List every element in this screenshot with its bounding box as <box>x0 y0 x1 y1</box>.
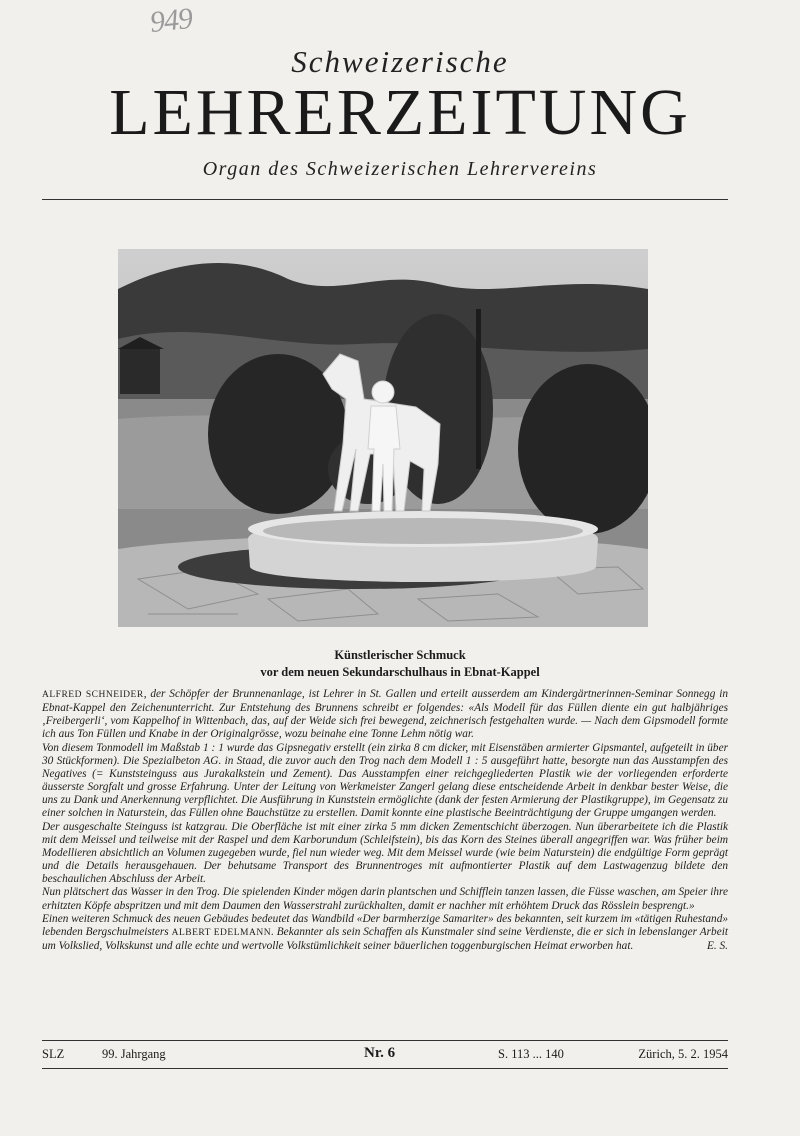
masthead-title: LEHRERZEITUNG <box>109 76 691 149</box>
footer-rule-bottom <box>42 1068 728 1069</box>
signature: E. S. <box>706 939 728 952</box>
article-paragraph: Nun plätschert das Wasser in den Trog. Die spielenden Kinder mögen darin plantschen und Schifflein tanzen lassen, die Füsse waschen, am Speier ihre erhitzten Köpfe abspritzen und mit dem Daumen den Wasserstrahl zurückhalten, damit er nachher mit erhöhtem Druck das Rösslein besprengt.» <box>42 886 728 912</box>
article-paragraph: ALFRED SCHNEIDER, der Schöpfer der Brunnenanlage, ist Lehrer in St. Gallen und erteilt ausserdem am Kindergärtnerinnen-Seminar Sonnegg in Ebnat-Kappel den Zeichenunterricht. Zur Entstehung des Brunnens schreibt er folgendes: «Als Modell für das Füllen diente ein gut halbjähriges ‚Freibergerli‘, vom Kappelhof in Wittenbach, das, auf der Weide sich frei bewegend, zeichnerisch festgehalten wurde. — Nach dem Gipsmodell formte ich aus Ton Füllen und Knabe in der Originalgrösse, wozu beinahe eine Tonne Lehm nötig war. <box>42 688 728 741</box>
masthead-subtitle: Organ des Schweizerischen Lehrervereins <box>202 158 598 180</box>
issue-number: Nr. 6 <box>364 1045 396 1061</box>
page-range: S. 113 ... 140 <box>498 1047 564 1061</box>
place-date: Zürich, 5. 2. 1954 <box>638 1047 728 1061</box>
caption-title: Künstlerischer Schmuck <box>334 648 466 662</box>
article-paragraph: Von diesem Tonmodell im Maßstab 1 : 1 wurde das Gipsnegativ erstellt (ein zirka 8 cm dicker, mit Eisenstäben armierter Gipsmantel, aufgeteilt in über 30 Stückformen). Die Spezialbeton AG. in Staad, die zuvor auch den Trog nach dem Modell 1 : 5 ausgeführt hatte, besorgte nun das Ausstampfen des Negatives (= Kunststeinguss aus Jurakalkstein und Zement). Das Ausstampfen einer reichgegliederten Plastik wie der vorliegenden erforderte äusserste Sorgfalt und grosse Erfahrung. Unter der Leitung von Werkmeister Zangerl gelang diese entscheidende Arbeit in denkbar bester Weise, die uns zu Dank und Anerkennung verpflichtet. Die Ausführung in Kunststein ermöglichte (dank der festen Armierung der Plastikgruppe), im Gegensatz zu einer solchen in Naturstein, das Füllen ohne Bauchstütze zu erstellen. Damit konnte eine plastische Beeinträchtigung der Gruppe umgangen werden. <box>42 741 728 820</box>
caption-subtitle: vor dem neuen Sekundarschulhaus in Ebnat-Kappel <box>260 665 540 679</box>
photo-caption <box>0 647 800 681</box>
author-name: ALFRED SCHNEIDER <box>42 690 144 700</box>
handwritten-note: 949 <box>148 1 194 40</box>
article-paragraph: Einen weiteren Schmuck des neuen Gebäudes bedeutet das Wandbild «Der barmherzige Samariter» des bekannten, seit kurzem im «tätigen Ruhestand» lebenden Bergschulmeisters ALBERT EDELMANN. Bekannter als sein Schaffen als Kunstmaler sind seine Verdienste, die er sich in lebenslanger Arbeit um Volkslied, Volkskunst und alle echte und wertvolle Volkstümlichkeit seiner bäuerlichen toggenburgischen Heimat erworben hat. E. S. <box>42 912 729 952</box>
masthead-rule <box>42 199 728 200</box>
volume: 99. Jahrgang <box>102 1047 166 1061</box>
journal-abbr: SLZ <box>42 1047 65 1061</box>
masthead-pretitle: Schweizerische <box>291 44 509 79</box>
footer <box>42 1047 728 1065</box>
author-name: ALBERT EDELMANN <box>171 927 272 938</box>
fountain-photo <box>118 249 648 627</box>
article-body <box>42 688 728 953</box>
article-paragraph: Der ausgeschalte Steinguss ist katzgrau. Die Oberfläche ist mit einer zirka 5 mm dicken Zementschicht überzogen. Nun überarbeitete ich die Plastik mit dem Meissel und teilweise mit der Raspel und dem Karborundum (Schleifstein), bis das Korn des Steines überall angegriffen war. Was früher beim Modellieren absichtlich an Volumen zugegeben wurde, fiel nun wieder weg. Mit dem Meissel wurde (wie beim Naturstein) die endgültige Form geprägt und die Details herausgehauen. Der behutsame Transport des Brunnentroges mit aufmontierter Plastik auf dem Lastwagenzug bildete den beschaulichen Abschluss der Arbeit. <box>42 820 728 886</box>
footer-rule-top <box>42 1040 728 1041</box>
